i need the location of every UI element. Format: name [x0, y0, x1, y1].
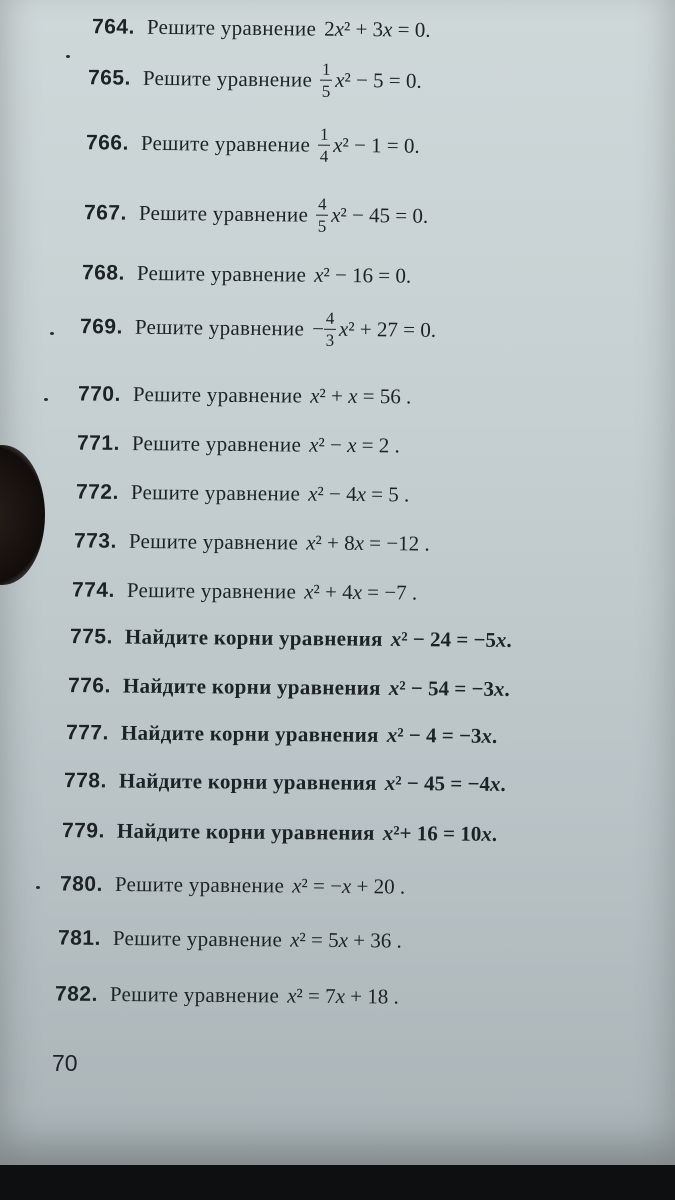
speck [50, 332, 54, 335]
problem-780 [60, 873, 405, 897]
problem-equation: x² − 4 = −3x. [386, 722, 498, 748]
finger-shadow [0, 445, 45, 585]
problem-text: Найдите корни уравнения [118, 768, 377, 795]
problem-775 [70, 626, 512, 651]
problem-text: Решите уравнение [140, 130, 311, 157]
problem-number: 775. [69, 625, 113, 649]
problem-781 [57, 925, 402, 953]
problem-text: Решите уравнение [142, 65, 313, 92]
problem-equation: x² − 4x = 5 . [308, 481, 410, 507]
problem-equation: x² + 27 = 0. [338, 316, 437, 342]
problem-number: 774. [71, 578, 115, 602]
fraction [320, 61, 332, 100]
problem-number: 779. [61, 819, 105, 843]
fraction [318, 126, 330, 165]
problem-771 [77, 433, 400, 457]
fraction-numerator: 1 [319, 124, 329, 144]
problem-equation: x² = 5x + 36 . [290, 927, 402, 953]
problem-779 [62, 820, 497, 845]
problem-equation: x² = −x + 20 . [292, 873, 406, 899]
problem-number: 766. [85, 131, 130, 155]
problem-number: 776. [67, 674, 111, 698]
problem-text: Решите уравнение [134, 314, 305, 341]
problem-number: 781. [57, 926, 101, 950]
problem-equation: x² − 45 = 0. [331, 202, 429, 228]
problem-equation: x² − 1 = 0. [333, 132, 420, 158]
problem-769 [80, 307, 436, 350]
problem-770 [78, 384, 411, 408]
problem-text: Решите уравнение [112, 925, 283, 952]
problem-text: Решите уравнение [109, 981, 280, 1008]
problem-equation: 2x² + 3x = 0. [324, 16, 431, 42]
problem-equation: x² − x = 2 . [309, 432, 400, 458]
problem-number: 765. [87, 66, 132, 90]
problem-number: 771. [76, 431, 120, 455]
problem-772 [76, 482, 409, 506]
speck [66, 55, 70, 58]
problem-text: Найдите корни уравнения [124, 624, 383, 651]
problem-text: Найдите корни уравнения [116, 818, 375, 845]
problem-text: Решите уравнение [138, 200, 309, 227]
problem-text: Решите уравнение [136, 260, 307, 287]
problem-number: 769. [79, 315, 124, 339]
problem-text: Решите уравнение [114, 871, 285, 898]
problem-773 [74, 530, 430, 554]
problem-number: 770. [77, 382, 121, 406]
problem-764 [92, 16, 431, 41]
problem-text: Решите уравнение [131, 431, 302, 457]
problem-number: 773. [73, 529, 117, 553]
problem-number: 778. [63, 769, 107, 793]
problem-777 [66, 722, 497, 747]
problem-number: 780. [59, 872, 103, 896]
problem-768 [82, 262, 411, 286]
problem-equation: x² − 16 = 0. [314, 262, 412, 288]
problem-767 [84, 193, 429, 236]
speck [44, 398, 48, 401]
speck [36, 886, 40, 889]
problem-equation: x² + 8x = −12 . [306, 530, 430, 556]
page-number: 70 [52, 1050, 78, 1076]
problem-number: 764. [91, 15, 136, 39]
fraction-numerator: 4 [325, 308, 335, 328]
minus-sign: − [312, 316, 325, 341]
problem-782 [54, 981, 399, 1009]
fraction [324, 310, 336, 349]
fraction-numerator: 1 [321, 59, 331, 79]
problem-number: 768. [81, 261, 126, 285]
problem-number: 777. [65, 721, 109, 745]
fraction-denominator: 5 [317, 216, 327, 236]
problem-774 [72, 579, 417, 603]
fraction-denominator: 4 [319, 146, 329, 166]
fraction [316, 196, 328, 235]
problem-text: Найдите корни уравнения [120, 720, 379, 747]
problem-text: Решите уравнение [128, 528, 299, 555]
problem-equation: x² − 5 = 0. [335, 67, 422, 93]
problem-equation: x² − 45 = −4x. [384, 770, 506, 796]
problem-766 [86, 123, 420, 165]
problem-equation: x² + 4x = −7 . [304, 579, 418, 605]
problem-equation: x² − 54 = −3x. [388, 675, 510, 701]
fraction-denominator: 5 [321, 81, 331, 101]
problem-equation: x² + x = 56 . [310, 383, 412, 409]
problem-equation: x² − 24 = −5x. [390, 626, 512, 652]
problem-number: 782. [54, 982, 98, 1006]
problem-number: 772. [75, 480, 119, 504]
problem-number: 767. [83, 201, 128, 225]
fraction-denominator: 3 [325, 330, 335, 350]
problem-text: Решите уравнение [130, 480, 301, 506]
problem-equation: x² = 7x + 18 . [287, 983, 399, 1009]
problem-776 [68, 675, 510, 700]
problem-equation: x²+ 16 = 10x. [382, 820, 498, 846]
problem-778 [64, 770, 506, 795]
fraction-numerator: 4 [317, 194, 327, 214]
problem-text: Найдите корни уравнения [122, 673, 381, 700]
problem-text: Решите уравнение [132, 382, 303, 408]
problem-text: Решите уравнение [126, 577, 297, 604]
problem-text: Решите уравнение [146, 14, 317, 41]
problem-765 [88, 58, 422, 100]
